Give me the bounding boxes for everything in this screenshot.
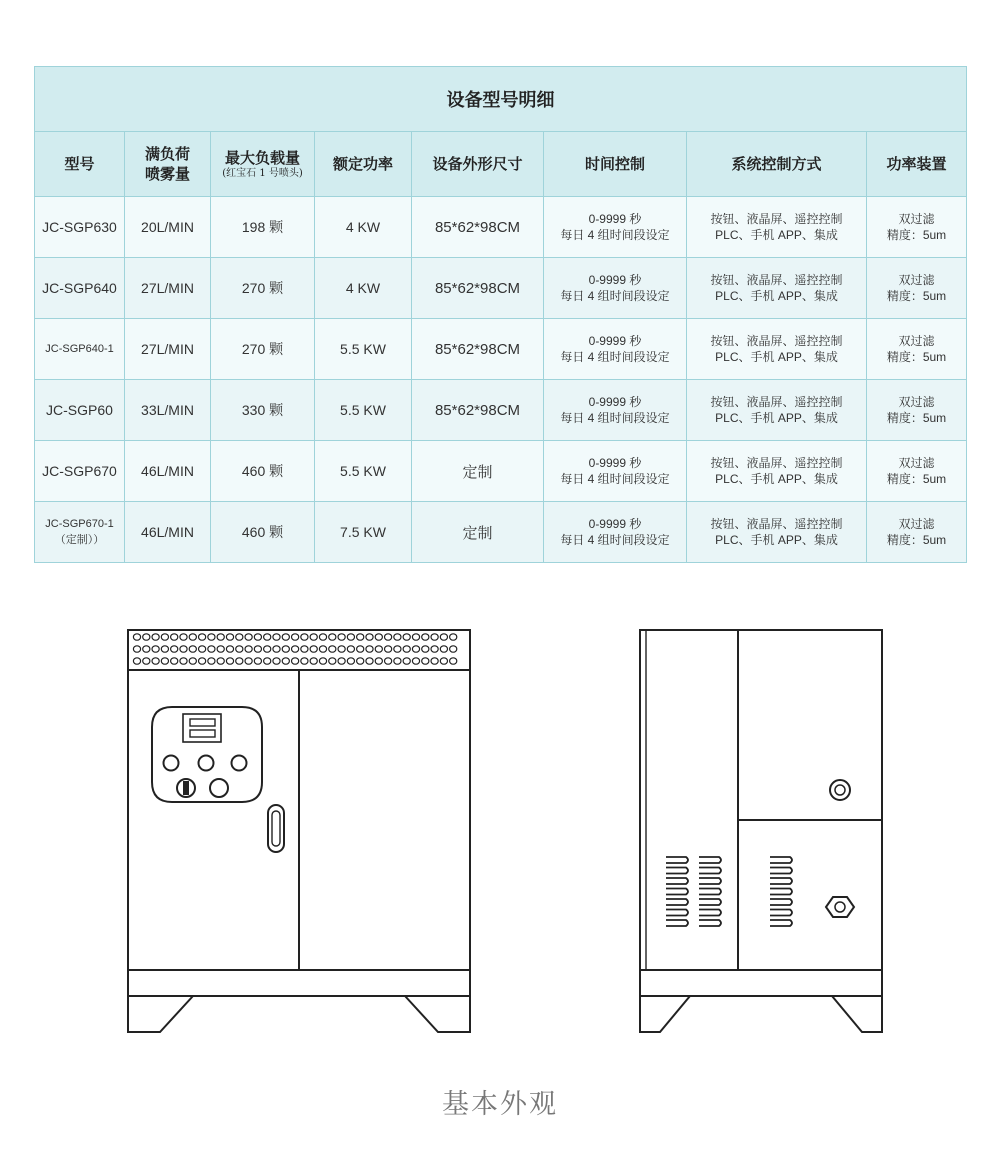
- cell-model: JC-SGP60: [35, 380, 125, 441]
- header-power: 额定功率: [315, 132, 412, 197]
- caption: 基本外观: [442, 1089, 558, 1119]
- cell-load: 270 颗: [211, 319, 315, 380]
- cell-device: 双过滤 精度：5um: [867, 441, 967, 502]
- cell-size: 85*62*98CM: [412, 319, 544, 380]
- cell-device: 双过滤 精度：5um: [867, 258, 967, 319]
- header-size: 设备外形尺寸: [412, 132, 544, 197]
- cell-control: 按钮、液晶屏、遥控控制 PLC、手机 APP、集成: [687, 380, 867, 441]
- table-row: [35, 319, 967, 380]
- table-row: [35, 441, 967, 502]
- door-handle: [268, 805, 284, 852]
- cabinet-drawings: [0, 600, 1000, 1060]
- cell-model: JC-SGP640-1: [35, 319, 125, 380]
- cell-control: 按钮、液晶屏、遥控控制 PLC、手机 APP、集成: [687, 258, 867, 319]
- cell-load: 460 颗: [211, 502, 315, 563]
- vent-grille: [133, 634, 456, 664]
- cell-control: 按钮、液晶屏、遥控控制 PLC、手机 APP、集成: [687, 319, 867, 380]
- cell-model: JC-SGP640: [35, 258, 125, 319]
- cell-time: 0-9999 秒 每日 4 组时间段设定: [544, 197, 687, 258]
- cell-power: 5.5 KW: [315, 380, 412, 441]
- cell-control: 按钮、液晶屏、遥控控制 PLC、手机 APP、集成: [687, 197, 867, 258]
- cell-device: 双过滤 精度：5um: [867, 319, 967, 380]
- cell-control: 按钮、液晶屏、遥控控制 PLC、手机 APP、集成: [687, 441, 867, 502]
- cell-spray: 27L/MIN: [125, 258, 211, 319]
- header-time: 时间控制: [544, 132, 687, 197]
- cell-load: 270 颗: [211, 258, 315, 319]
- cell-spray: 46L/MIN: [125, 502, 211, 563]
- cell-time: 0-9999 秒 每日 4 组时间段设定: [544, 319, 687, 380]
- side-knob: [830, 780, 850, 800]
- table-row: [35, 380, 967, 441]
- cell-device: 双过滤 精度：5um: [867, 197, 967, 258]
- table-row: [35, 258, 967, 319]
- cell-model: JC-SGP670: [35, 441, 125, 502]
- cell-size: 定制: [412, 502, 544, 563]
- cell-control: 按钮、液晶屏、遥控控制 PLC、手机 APP、集成: [687, 502, 867, 563]
- cell-spray: 46L/MIN: [125, 441, 211, 502]
- table-title: 设备型号明细: [35, 67, 967, 132]
- side-nut: [826, 897, 854, 917]
- control-panel: [152, 707, 262, 802]
- front-view-drawing: [128, 630, 470, 1032]
- cell-power: 5.5 KW: [315, 441, 412, 502]
- cell-power: 4 KW: [315, 258, 412, 319]
- side-louvers: [666, 857, 792, 926]
- cell-size: 85*62*98CM: [412, 197, 544, 258]
- header-load: 最大负载量 (红宝石 1 号喷头): [211, 132, 315, 197]
- cell-size: 85*62*98CM: [412, 380, 544, 441]
- cell-time: 0-9999 秒 每日 4 组时间段设定: [544, 502, 687, 563]
- cell-spray: 27L/MIN: [125, 319, 211, 380]
- cell-size: 85*62*98CM: [412, 258, 544, 319]
- cell-load: 330 颗: [211, 380, 315, 441]
- spec-table: [34, 66, 967, 563]
- cell-power: 4 KW: [315, 197, 412, 258]
- header-control: 系统控制方式: [687, 132, 867, 197]
- cell-time: 0-9999 秒 每日 4 组时间段设定: [544, 258, 687, 319]
- cell-load: 460 颗: [211, 441, 315, 502]
- cell-power: 5.5 KW: [315, 319, 412, 380]
- header-model: 型号: [35, 132, 125, 197]
- cell-load: 198 颗: [211, 197, 315, 258]
- cell-device: 双过滤 精度：5um: [867, 502, 967, 563]
- header-device: 功率装置: [867, 132, 967, 197]
- cell-device: 双过滤 精度：5um: [867, 380, 967, 441]
- cell-model: JC-SGP630: [35, 197, 125, 258]
- table-row: [35, 502, 967, 563]
- cell-time: 0-9999 秒 每日 4 组时间段设定: [544, 380, 687, 441]
- cell-spray: 33L/MIN: [125, 380, 211, 441]
- side-view-drawing: [640, 630, 882, 1032]
- cell-size: 定制: [412, 441, 544, 502]
- cell-spray: 20L/MIN: [125, 197, 211, 258]
- cell-power: 7.5 KW: [315, 502, 412, 563]
- header-spray: 满负荷 喷雾量: [125, 132, 211, 197]
- table-row: [35, 197, 967, 258]
- cell-model: JC-SGP670-1 （定制））: [35, 502, 125, 563]
- cell-time: 0-9999 秒 每日 4 组时间段设定: [544, 441, 687, 502]
